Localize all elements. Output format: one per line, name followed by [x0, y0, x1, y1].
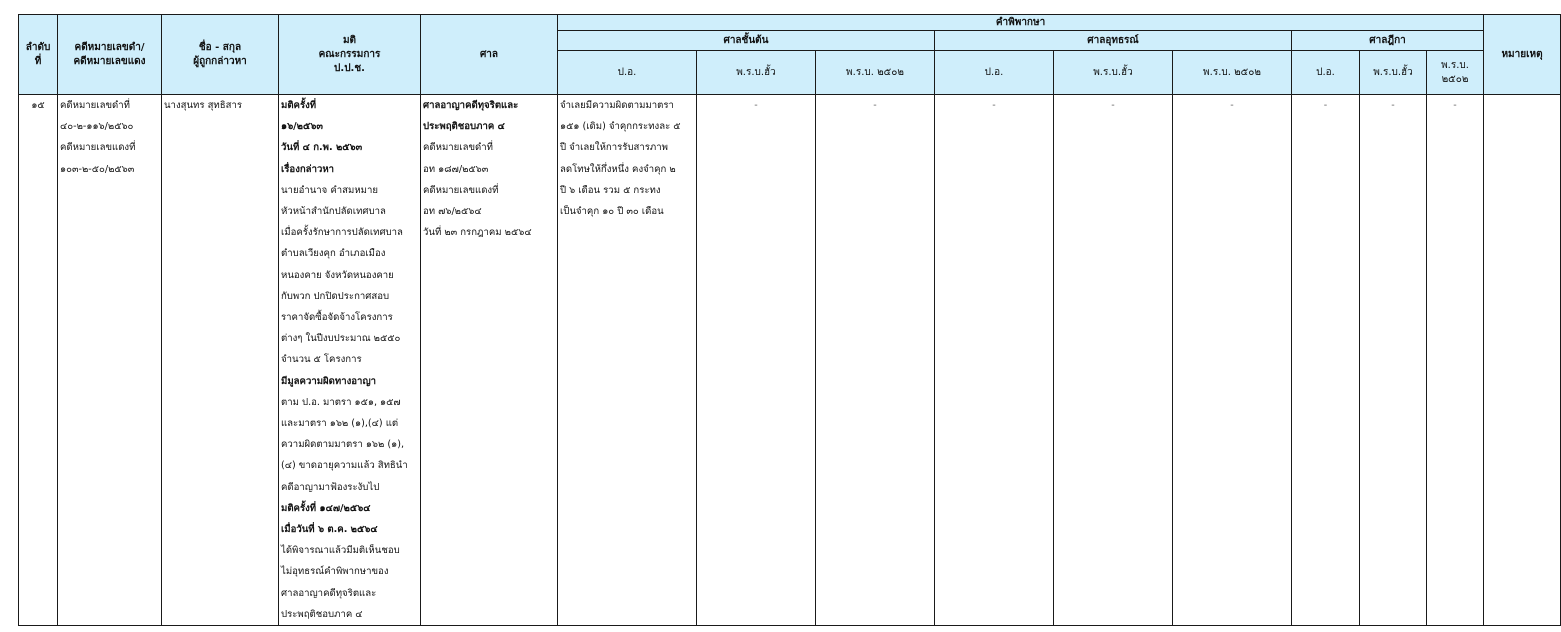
remarks-cell: [1484, 95, 1561, 626]
judgment-line: ลดโทษให้กึ่งหนึ่ง คงจำคุก ๒: [560, 163, 676, 175]
court-line: อท ๑๘๗/๒๕๖๓: [423, 163, 489, 175]
resolution-line: เมื่อวันที่ ๖ ต.ค. ๒๕๖๔: [281, 524, 378, 536]
case-number-line: คดีหมายเลขแดงที่: [60, 142, 136, 154]
judgment-line: ปี จำเลยให้การรับสารภาพ: [560, 142, 668, 154]
resolution-line: นายอำนาจ คำสมหมาย: [281, 184, 378, 196]
court-line: อท ๗๖/๒๕๖๔: [423, 206, 482, 218]
resolution-line: ตำบลเวียงคุก อำเภอเมือง: [281, 248, 386, 260]
first-po-cell: [558, 95, 697, 626]
judgment-line: ปี ๖ เดือน รวม ๕ กระทง: [560, 184, 661, 196]
resolution-line: วันที่ ๔ ก.พ. ๒๕๖๓: [281, 142, 363, 154]
resolution-line: มีมูลความผิดทางอาญา: [281, 375, 377, 387]
judgment-line: จำเลยมีความผิดตามมาตรา: [560, 100, 674, 111]
resolution-line: หัวหน้าสำนักปลัดเทศบาล: [281, 206, 386, 218]
header-supreme-prb-2502: พ.ร.บ. ๒๕๐๒: [1427, 51, 1484, 95]
case-number-cell: [58, 95, 162, 626]
header-supreme-po: ป.อ.: [1292, 51, 1360, 95]
judgment-table: [18, 14, 1561, 626]
header-first-prb-2502: พ.ร.บ. ๒๕๐๒: [816, 51, 935, 95]
resolution-line: จำนวน ๕ โครงการ: [281, 354, 362, 366]
header-order: ลำดับ ที่: [19, 15, 58, 95]
case-number-line: ๔๐-๒-๑๑๖/๒๕๖๐: [60, 121, 134, 133]
header-supreme-prb-hua: พ.ร.บ.ฮั้ว: [1360, 51, 1427, 95]
header-remarks: หมายเหตุ: [1484, 15, 1561, 95]
resolution-line: หนองคาย จังหวัดหนองคาย: [281, 269, 394, 281]
first-prb-hua-cell: -: [697, 95, 816, 626]
header-first-po: ป.อ.: [558, 51, 697, 95]
resolution-line: เมื่อครั้งรักษาการปลัดเทศบาล: [281, 227, 403, 239]
resolution-line: เรื่องกล่าวหา: [281, 163, 335, 175]
first-prb-2502-cell: -: [816, 95, 935, 626]
header-court-appeal: ศาลอุทธรณ์: [935, 31, 1292, 51]
resolution-cell: [279, 95, 421, 626]
resolution-line: มติครั้งที่: [281, 100, 317, 111]
appeal-prb-2502-cell: -: [1173, 95, 1292, 626]
appeal-prb-hua-cell: -: [1054, 95, 1173, 626]
header-court-first-instance: ศาลชั้นต้น: [558, 31, 935, 51]
court-line: ศาลอาญาคดีทุจริตและ: [423, 100, 519, 111]
appeal-po-cell: -: [935, 95, 1054, 626]
resolution-line: ไม่อุทธรณ์คำพิพากษาของ: [281, 566, 389, 578]
resolution-line: ตาม ป.อ. มาตรา ๑๕๑, ๑๕๗: [281, 396, 401, 408]
header-court: ศาล: [421, 15, 558, 95]
supreme-prb-2502-cell: -: [1427, 95, 1484, 626]
header-appeal-prb-2502: พ.ร.บ. ๒๕๐๒: [1173, 51, 1292, 95]
resolution-line: ต่างๆ ในปีงบประมาณ ๒๕๕๐: [281, 333, 401, 345]
header-resolution: มติ คณะกรรมการ ป.ป.ช.: [279, 15, 421, 95]
resolution-line: ราคาจัดซื้อจัดจ้างโครงการ: [281, 312, 393, 324]
case-number-line: ๑๐๓-๒-๕๐/๒๕๖๓: [60, 163, 135, 175]
resolution-line: ศาลอาญาคดีทุจริตและ: [281, 587, 377, 599]
court-line: คดีหมายเลขแดงที่: [423, 184, 499, 196]
accused-name-cell: นางสุนทร สุทธิสาร: [162, 95, 279, 626]
resolution-line: ความผิดตามมาตรา ๑๖๒ (๑),: [281, 439, 405, 451]
case-number-line: คดีหมายเลขดำที่: [60, 100, 130, 111]
order-cell: ๑๕: [19, 95, 58, 626]
resolution-line: และมาตรา ๑๖๒ (๑),(๔) แต่: [281, 418, 399, 430]
judgment-line: เป็นจำคุก ๑๐ ปี ๓๐ เดือน: [560, 206, 664, 218]
table-row: [19, 95, 1561, 626]
header-accused-name: ชื่อ - สกุล ผู้ถูกกล่าวหา: [162, 15, 279, 95]
resolution-line: (๔) ขาดอายุความแล้ว สิทธินำ: [281, 460, 408, 472]
court-cell: [421, 95, 558, 626]
court-line: คดีหมายเลขดำที่: [423, 142, 493, 154]
resolution-line: คดีอาญามาฟ้องระงับไป: [281, 481, 380, 493]
resolution-line: ๑๖/๒๕๖๓: [281, 121, 323, 133]
header-case-number: คดีหมายเลขดำ/ คดีหมายเลขแดง: [58, 15, 162, 95]
resolution-line: มติครั้งที่ ๑๔๗/๒๕๖๔: [281, 502, 371, 514]
resolution-line: ประพฤติชอบภาค ๔: [281, 608, 363, 620]
judgment-line: ๑๕๑ (เดิม) จำคุกกระทงละ ๕: [560, 121, 681, 133]
header-appeal-po: ป.อ.: [935, 51, 1054, 95]
header-court-supreme: ศาลฎีกา: [1292, 31, 1484, 51]
header-first-prb-hua: พ.ร.บ.ฮั้ว: [697, 51, 816, 95]
resolution-line: กับพวก ปกปิดประกาศสอบ: [281, 290, 390, 302]
resolution-line: ได้พิจารณาแล้วมีมติเห็นชอบ: [281, 545, 400, 557]
court-line: วันที่ ๒๓ กรกฎาคม ๒๕๖๔: [423, 227, 532, 239]
header-judgment: คำพิพากษา: [558, 15, 1484, 31]
header-appeal-prb-hua: พ.ร.บ.ฮั้ว: [1054, 51, 1173, 95]
supreme-prb-hua-cell: -: [1360, 95, 1427, 626]
supreme-po-cell: -: [1292, 95, 1360, 626]
court-line: ประพฤติชอบภาค ๔: [423, 121, 505, 133]
